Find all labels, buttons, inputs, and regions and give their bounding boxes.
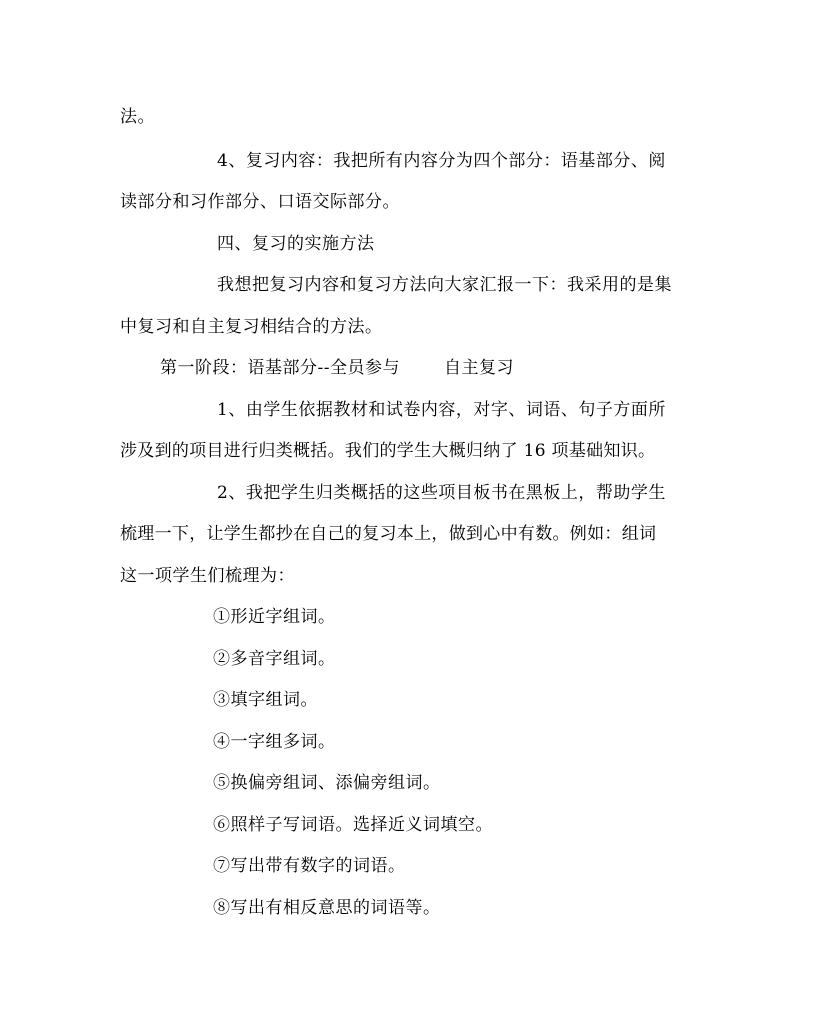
paragraph-line: 法。 bbox=[120, 107, 155, 127]
list-item: ⑥照样子写词语。选择近义词填空。 bbox=[213, 815, 493, 835]
paragraph-line: 4、复习内容：我把所有内容分为四个部分：语基部分、阅 bbox=[217, 151, 666, 171]
list-item: ⑧写出有相反意思的词语等。 bbox=[213, 898, 441, 918]
stage-heading-title: 第一阶段：语基部分--全员参与 bbox=[160, 358, 400, 378]
paragraph-line: 梳理一下，让学生都抄在自己的复习本上，做到心中有数。例如：组词 bbox=[120, 524, 657, 544]
list-item: ③填字组词。 bbox=[213, 690, 318, 710]
paragraph-line: 这一项学生们梳理为： bbox=[120, 566, 295, 586]
stage-heading bbox=[160, 357, 514, 379]
paragraph-line: 读部分和习作部分、口语交际部分。 bbox=[120, 192, 400, 212]
paragraph-line: 我想把复习内容和复习方法向大家汇报一下：我采用的是集 bbox=[217, 275, 672, 295]
paragraph-line: 1、由学生依据教材和试卷内容，对字、词语、句子方面所 bbox=[217, 400, 666, 420]
list-item: ①形近字组词。 bbox=[213, 607, 336, 627]
section-heading: 四、复习的实施方法 bbox=[217, 234, 375, 254]
paragraph-line: 中复习和自主复习相结合的方法。 bbox=[120, 317, 383, 337]
paragraph-line: 2、我把学生归类概括的这些项目板书在黑板上，帮助学生 bbox=[217, 483, 666, 503]
list-item: ⑦写出带有数字的词语。 bbox=[213, 856, 406, 876]
list-item: ⑤换偏旁组词、添偏旁组词。 bbox=[213, 773, 441, 793]
stage-heading-mode: 自主复习 bbox=[444, 358, 514, 378]
list-item: ④一字组多词。 bbox=[213, 732, 336, 752]
paragraph-line: 涉及到的项目进行归类概括。我们的学生大概归纳了 16 项基础知识。 bbox=[120, 441, 656, 461]
list-item: ②多音字组词。 bbox=[213, 649, 336, 669]
